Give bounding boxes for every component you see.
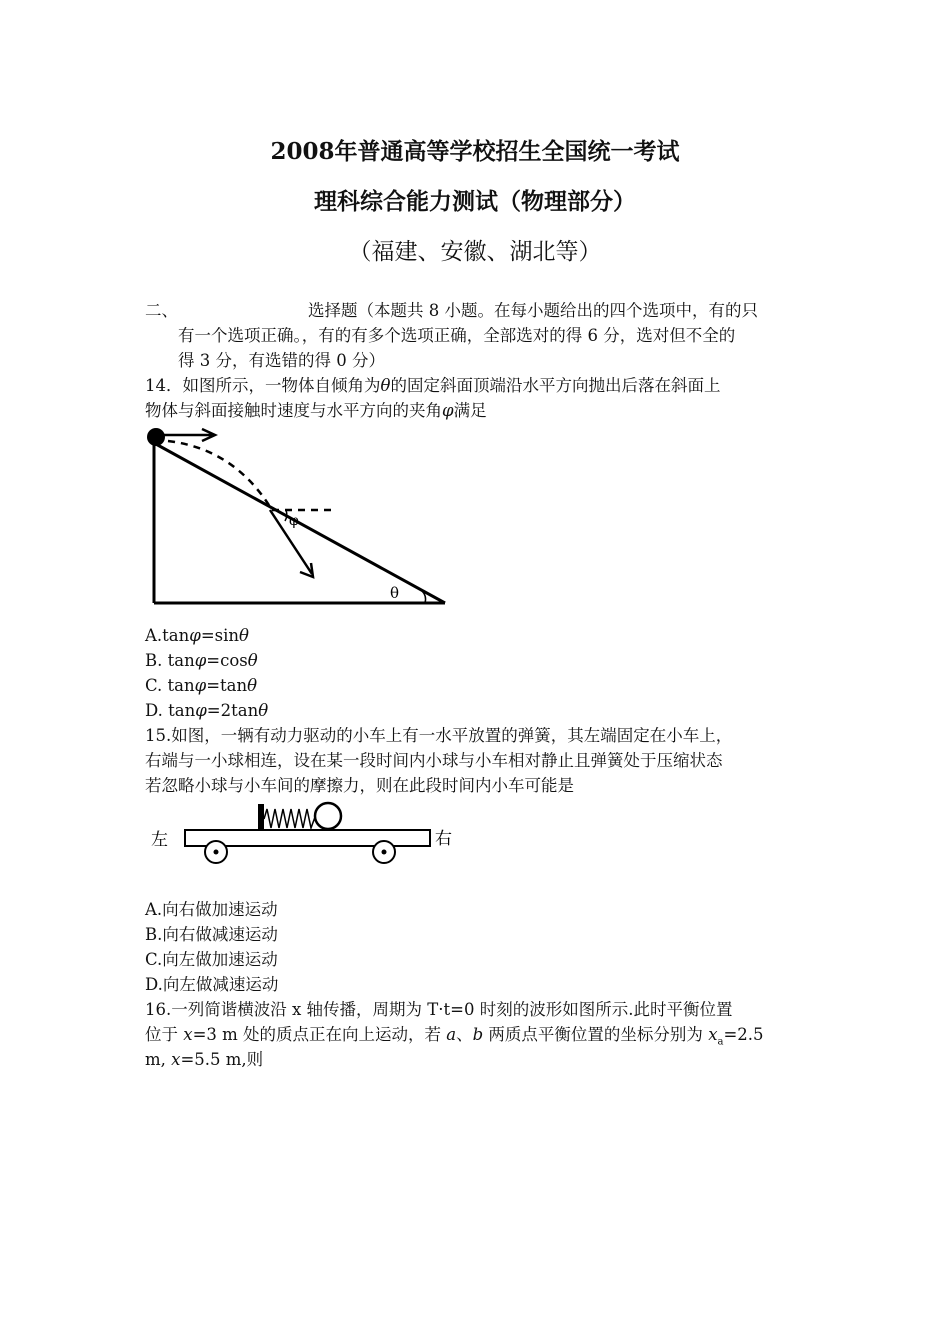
q16-stem-line3: m, x=5.5 m,则 bbox=[145, 1050, 264, 1069]
q15-option-a[interactable]: A.向右做加速运动 bbox=[145, 900, 278, 919]
q14-stem-line1: 14．如图所示，一物体自倾角为θ的固定斜面顶端沿水平方向抛出后落在斜面上 bbox=[145, 376, 721, 395]
right-wheel-hub bbox=[382, 850, 387, 855]
left-wheel-hub bbox=[214, 850, 219, 855]
ball bbox=[315, 803, 341, 829]
spring bbox=[264, 809, 315, 828]
incline-slope bbox=[154, 443, 445, 603]
q15-stem-line2: 右端与一小球相连，设在某一段时间内小球与小车相对静止且弹簧处于压缩状态 bbox=[145, 751, 723, 770]
q16-stem-line2: 位于 x=3 m 处的质点正在向上运动，若 a、b 两质点平衡位置的坐标分别为 $x_a=2.5$ bbox=[145, 1025, 764, 1048]
ball bbox=[147, 428, 165, 446]
theta-label: θ bbox=[390, 584, 400, 602]
q15-option-d[interactable]: D.向左做减速运动 bbox=[145, 975, 279, 994]
launch-velocity-arrow bbox=[158, 429, 215, 441]
section-intro-line1: 选择题（本题共 8 小题。在每小题给出的四个选项中，有的只 bbox=[308, 301, 758, 320]
left-label: 左 bbox=[151, 830, 168, 850]
spring-wall bbox=[258, 804, 264, 830]
right-label: 右 bbox=[435, 829, 452, 849]
section-number: 二、 bbox=[145, 301, 178, 320]
exam-title: 2008年普通高等学校招生全国统一考试 bbox=[270, 138, 680, 165]
q16-stem-line1: 16.一列简谐横波沿 x 轴传播，周期为 T·t=0 时刻的波形如图所示.此时平衡位置 bbox=[145, 1000, 733, 1019]
q14-option-d[interactable]: D. tanφ=2tanθ bbox=[145, 701, 269, 720]
q14-incline-figure bbox=[140, 424, 455, 609]
section-intro-line3: 得 3 分，有选错的得 0 分） bbox=[178, 351, 385, 370]
phi-label: φ bbox=[289, 513, 299, 529]
q14-option-c[interactable]: C. tanφ=tanθ bbox=[145, 676, 258, 695]
q15-stem-line3: 若忽略小球与小车间的摩擦力，则在此段时间内小车可能是 bbox=[145, 776, 574, 795]
exam-subtitle: 理科综合能力测试（物理部分） bbox=[314, 188, 636, 215]
section-intro-line2: 有一个选项正确。，有的有多个选项正确，全部选对的得 6 分，选对但不全的 bbox=[178, 326, 736, 345]
q15-cart-figure bbox=[145, 797, 460, 872]
section-heading bbox=[145, 298, 758, 323]
q14-option-a[interactable]: A.tanφ=sinθ bbox=[145, 626, 249, 645]
q14-stem-line2: 物体与斜面接触时速度与水平方向的夹角φ满足 bbox=[145, 401, 487, 420]
q15-option-b[interactable]: B.向右做减速运动 bbox=[145, 925, 278, 944]
q15-option-c[interactable]: C.向左做加速运动 bbox=[145, 950, 278, 969]
q15-stem-line1: 15.如图，一辆有动力驱动的小车上有一水平放置的弹簧，其左端固定在小车上， bbox=[145, 726, 733, 745]
q14-option-b[interactable]: B. tanφ=cosθ bbox=[145, 651, 258, 670]
exam-regions: （福建、安徽、湖北等） bbox=[348, 239, 602, 265]
